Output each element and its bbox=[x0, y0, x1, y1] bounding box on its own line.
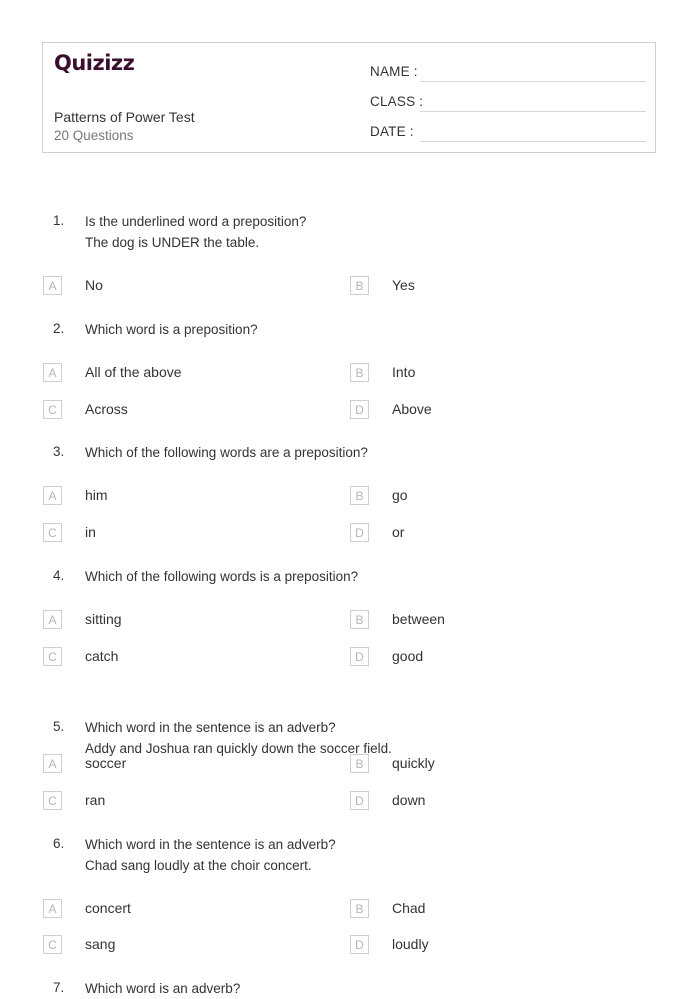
answer-option-c[interactable] bbox=[43, 935, 293, 956]
answer-option-b[interactable] bbox=[350, 610, 600, 631]
answer-option-c[interactable] bbox=[43, 791, 293, 812]
option-text: catch bbox=[85, 648, 119, 664]
answer-option-a[interactable] bbox=[43, 276, 293, 297]
answer-option-c[interactable] bbox=[43, 647, 293, 668]
question-text: Is the underlined word a preposition? The dog is UNDER the table. bbox=[85, 214, 307, 250]
option-letter-box: B bbox=[350, 899, 369, 918]
question-text: Which of the following words is a preposition? bbox=[85, 569, 359, 584]
class-label: CLASS : bbox=[370, 94, 424, 109]
option-text: No bbox=[85, 277, 103, 293]
question-number: 2. bbox=[53, 321, 65, 336]
answer-option-a[interactable] bbox=[43, 754, 293, 775]
option-text: down bbox=[392, 792, 426, 808]
option-text: sang bbox=[85, 936, 116, 952]
option-text: Across bbox=[85, 401, 128, 417]
option-text: between bbox=[392, 611, 445, 627]
option-letter-box: A bbox=[43, 486, 62, 505]
date-label: DATE : bbox=[370, 124, 414, 139]
option-letter-box: A bbox=[43, 363, 62, 382]
answer-option-b[interactable] bbox=[350, 363, 600, 384]
answer-option-b[interactable] bbox=[350, 276, 600, 297]
option-text: in bbox=[85, 524, 96, 540]
option-letter-box: B bbox=[350, 276, 369, 295]
option-letter-box: B bbox=[350, 754, 369, 773]
option-letter-box: D bbox=[350, 935, 369, 954]
question-text: Which word in the sentence is an adverb? Addy and Joshua ran quickly down the soccer field. bbox=[85, 720, 392, 756]
option-letter-box: D bbox=[350, 523, 369, 542]
option-letter-box: C bbox=[43, 791, 62, 810]
option-text: good bbox=[392, 648, 424, 664]
option-text: him bbox=[85, 487, 108, 503]
option-text: go bbox=[392, 487, 408, 503]
answer-option-d[interactable] bbox=[350, 647, 600, 668]
question-text: Which word is a preposition? bbox=[85, 322, 258, 337]
question-number: 4. bbox=[53, 568, 65, 583]
name-label: NAME : bbox=[370, 64, 418, 79]
option-text: sitting bbox=[85, 611, 122, 627]
option-text: All of the above bbox=[85, 364, 182, 380]
option-letter-box: A bbox=[43, 276, 62, 295]
option-text: concert bbox=[85, 900, 131, 916]
option-text: or bbox=[392, 524, 405, 540]
question-text: Which word is an adverb? bbox=[85, 981, 241, 996]
question-text: Which word in the sentence is an adverb? Chad sang loudly at the choir concert. bbox=[85, 837, 336, 873]
answer-option-a[interactable] bbox=[43, 610, 293, 631]
option-text: Yes bbox=[392, 277, 415, 293]
option-letter-box: D bbox=[350, 647, 369, 666]
question-number: 5. bbox=[53, 719, 65, 734]
question-number: 7. bbox=[53, 980, 65, 995]
answer-option-d[interactable] bbox=[350, 791, 600, 812]
question-number: 6. bbox=[53, 836, 65, 851]
option-letter-box: A bbox=[43, 754, 62, 773]
option-letter-box: C bbox=[43, 400, 62, 419]
option-letter-box: C bbox=[43, 523, 62, 542]
option-text: soccer bbox=[85, 755, 127, 771]
option-letter-box: C bbox=[43, 935, 62, 954]
option-letter-box: D bbox=[350, 400, 369, 419]
answer-option-b[interactable] bbox=[350, 899, 600, 920]
option-text: Above bbox=[392, 401, 432, 417]
answer-option-a[interactable] bbox=[43, 486, 293, 507]
question-number: 1. bbox=[53, 213, 65, 228]
option-letter-box: C bbox=[43, 647, 62, 666]
answer-option-d[interactable] bbox=[350, 523, 600, 544]
answer-option-a[interactable] bbox=[43, 363, 293, 384]
option-letter-box: A bbox=[43, 899, 62, 918]
option-text: loudly bbox=[392, 936, 429, 952]
answer-option-c[interactable] bbox=[43, 400, 293, 421]
answer-option-c[interactable] bbox=[43, 523, 293, 544]
question-text: Which of the following words are a preposition? bbox=[85, 445, 368, 460]
answer-option-b[interactable] bbox=[350, 754, 600, 775]
option-text: Chad bbox=[392, 900, 426, 916]
option-letter-box: B bbox=[350, 486, 369, 505]
option-letter-box: B bbox=[350, 610, 369, 629]
quizizz-logo: Quizizz bbox=[54, 51, 135, 75]
option-text: Into bbox=[392, 364, 416, 380]
option-letter-box: B bbox=[350, 363, 369, 382]
worksheet-title: Patterns of Power Test bbox=[54, 109, 195, 125]
answer-option-d[interactable] bbox=[350, 935, 600, 956]
answer-option-d[interactable] bbox=[350, 400, 600, 421]
option-letter-box: D bbox=[350, 791, 369, 810]
option-letter-box: A bbox=[43, 610, 62, 629]
question-number: 3. bbox=[53, 444, 65, 459]
question-count: 20 Questions bbox=[54, 128, 134, 143]
option-text: quickly bbox=[392, 755, 435, 771]
answer-option-a[interactable] bbox=[43, 899, 293, 920]
option-text: ran bbox=[85, 792, 106, 808]
answer-option-b[interactable] bbox=[350, 486, 600, 507]
